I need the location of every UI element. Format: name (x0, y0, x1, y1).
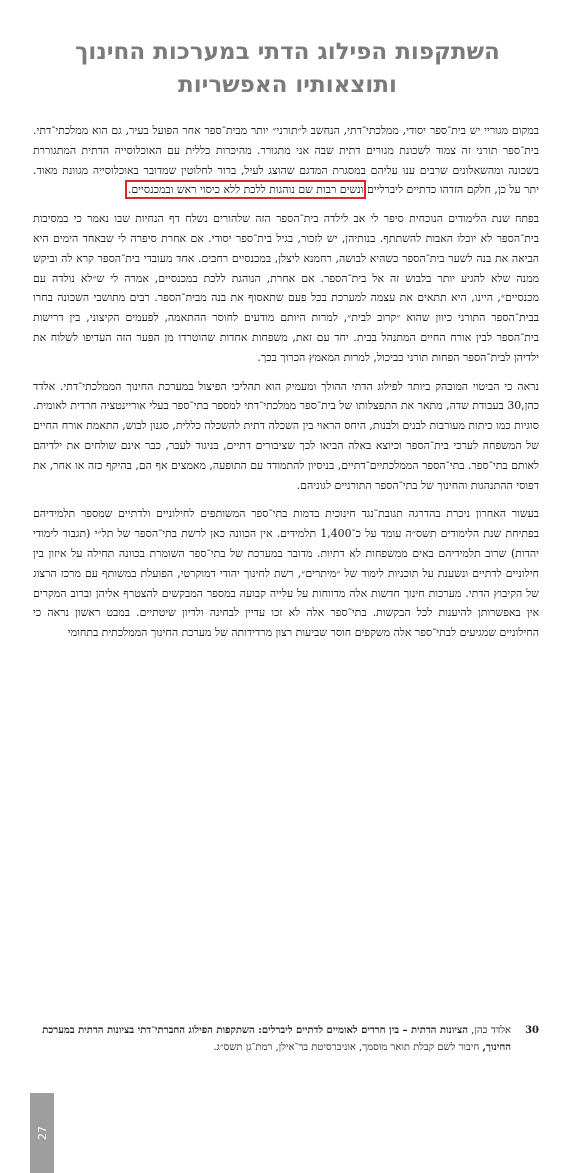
article-body (33, 121, 539, 652)
highlighted-passage: ונשים רבות שם נוהגות ללכת ללא כיסוי ראש ובמכנסיים. (127, 183, 364, 197)
page-title (30, 36, 545, 102)
paragraph-3: נראה כי הביטוי המובהק ביותר לפילוג הדתי ההולך ומעמיק הוא תהליכי הפיצול במערכת החינוך הממלכתי־דתי. אלדד כהן,30 בעבודת שדה, מתאר את התפצלותו של בית־ספר ממלכתי־דתי למספר בתי־ספר בעלי אוריינטציה חרדית לאומית. סוגיות כמו כיתות מעורבות לבנים ולבנות, היחס הראוי בין השכלה דתית להשכלה כללית, סגנון לבוש, התאמת אורח החיים של המשפחה לערכי בית־הספר וכיוצא באלה הביאו לכך שציבורים דתיים, בניגוד לעבר, כבר אינם שולחים את ילדיהם לאותם בתי־ספר. בתי־הספר הממלכתיים־דתיים, בניסיון להתמודד עם התופעה, מאמצים אף הם, בהיקף כזה או אחר, את דפוסי ההתנהגות והחינוך של בתי־הספר התורניים לגוניהם. (33, 379, 539, 492)
paragraph-1-text: במקום מגוריי יש בית־ספר יסודי, ממלכתי־דתי, הנחשב ל״תורני״ יותר מבית־ספר אחר הפועל בעיר, גם הוא ממלכתי־דתי. בית־ספר תורני זה צמוד לשכונת מגורים דתית שבה אני מתגורר. מהיכרות כללית עם האוכלוסייה הדתית המתגוררת בשכונה ומהשאלונים שרבים ענו עליהם במסגרת המדגם שהוצג לעיל, ברור לחלוטין שמדובר באוכלוסייה מגוונת מאוד. יתר על כן, חלקם הזדהו כדתיים ליברליים (33, 124, 539, 197)
page-number: 27 (35, 1126, 49, 1140)
footnote-author: אלדד כהן, (471, 1025, 511, 1036)
title-line-1: השתקפות הפילוג הדתי במערכות החינוך (75, 39, 500, 65)
footnote-text (33, 1022, 511, 1056)
paragraph-1 (33, 121, 539, 200)
footnote (33, 1022, 539, 1056)
footnote-number: 30 (525, 1025, 539, 1036)
title-line-2: ותוצאותיו האפשריות (178, 72, 397, 98)
paragraph-4: בעשור האחרון ניכרת בהדרגה תגובת־נגד חינוכית בדמות בתי־ספר המשותפים לחילוניים ולדתיים שמספר תלמידיהם בפתיחת שנת הלימודים תשס״ה עומד על כ־1,400 תלמידים. אין הכוונה כאן לרשת בתי־הספר של תל״י (תגבור לימודי יהדות) שרוב תלמידיהם באים ממשפחות לא דתיות. מדובר במערכת של בתי־ספר השומרת בכוונה תחילה על איזון בין חילוניים לדתיים ונשענת על תוכניות לימוד של ״מיתרים״, רשת לחינוך יהודי דמוקרטי, הפועלת במשותף עם מרכז הרצוג של הקיבוץ הדתי. מערכות חינוך חדשות אלה מדווחות על עלייה קבועה במספר המבקשים להצטרף אליהן וברוב המקרים אין באפשרותן להיענות לכל הבקשות. בתי־ספר אלה לא זכו עדיין לבחינה ולדיון שיטתיים. במבט ראשון נראה כי החילוניים שמגיעים לבתי־ספר אלה משקפים חוסר שביעות רצון מרדידותה של מערכת החינוך הממלכתית בתחומי (33, 507, 539, 640)
paragraph-2: בפתח שנת הלימודים הנוכחית סיפר לי אב לילדה בית־הספר הזה שלהורים נשלח דף הנחיות שבו נאמר כי במסיבות בית־הספר לא יוכלו האבות להשתתף. בנותיהן, יש לזכור, בגיל בית־ספר יסודי. אם אחרת סיפרה לי שבאחד הימים היא הביאה את בנה לשער בית־הספר כשהיא לבושה, רחמנא ליצלן, במכנסיים רחבים. אחד מעובדי בית־הספר קרא לה וביקש ממנה שלא להגיע יותר בלבוש זה אל בית־הספר. אם אחרת, הנוהגת ללכת במכנסיים, אמרה לי ש״לא נולדה עם מכנסיים״, היינו, היא תתאים את עצמה למערכת בכל פעם שתאסוף את בנה מבית־הספר. רבים מתושבי השכונה בחרו בבית־הספר התורני כיוון שהוא ״קרוב לבית״, למרות היותם מודעים לחוסר ההתאמה, לפעמים הקיצוני, בין דרישות בית־הספר לבין אורח החיים המתנהל בבית. יחד עם זאת, משפחות אחדות שהוטרדו מן הפער הזה העדיפו לשלוח את ילדיהן לבית־הספר הפחות תורני כביכול, למרות המאמץ הכרוך בכך. (33, 212, 539, 364)
footnote-title: הציונות הדתית – בין חרדים לאומיים לדתיים ליברלים: השתקפות הפילוג החברתי־דתי בציונות הדתית במערכת החינוך, (42, 1025, 511, 1053)
footnote-details: חיבור לשם קבלת תואר מוסמך, אוניברסיטת בר־אילן, רמת־גן תשס״ג. (213, 1042, 480, 1053)
